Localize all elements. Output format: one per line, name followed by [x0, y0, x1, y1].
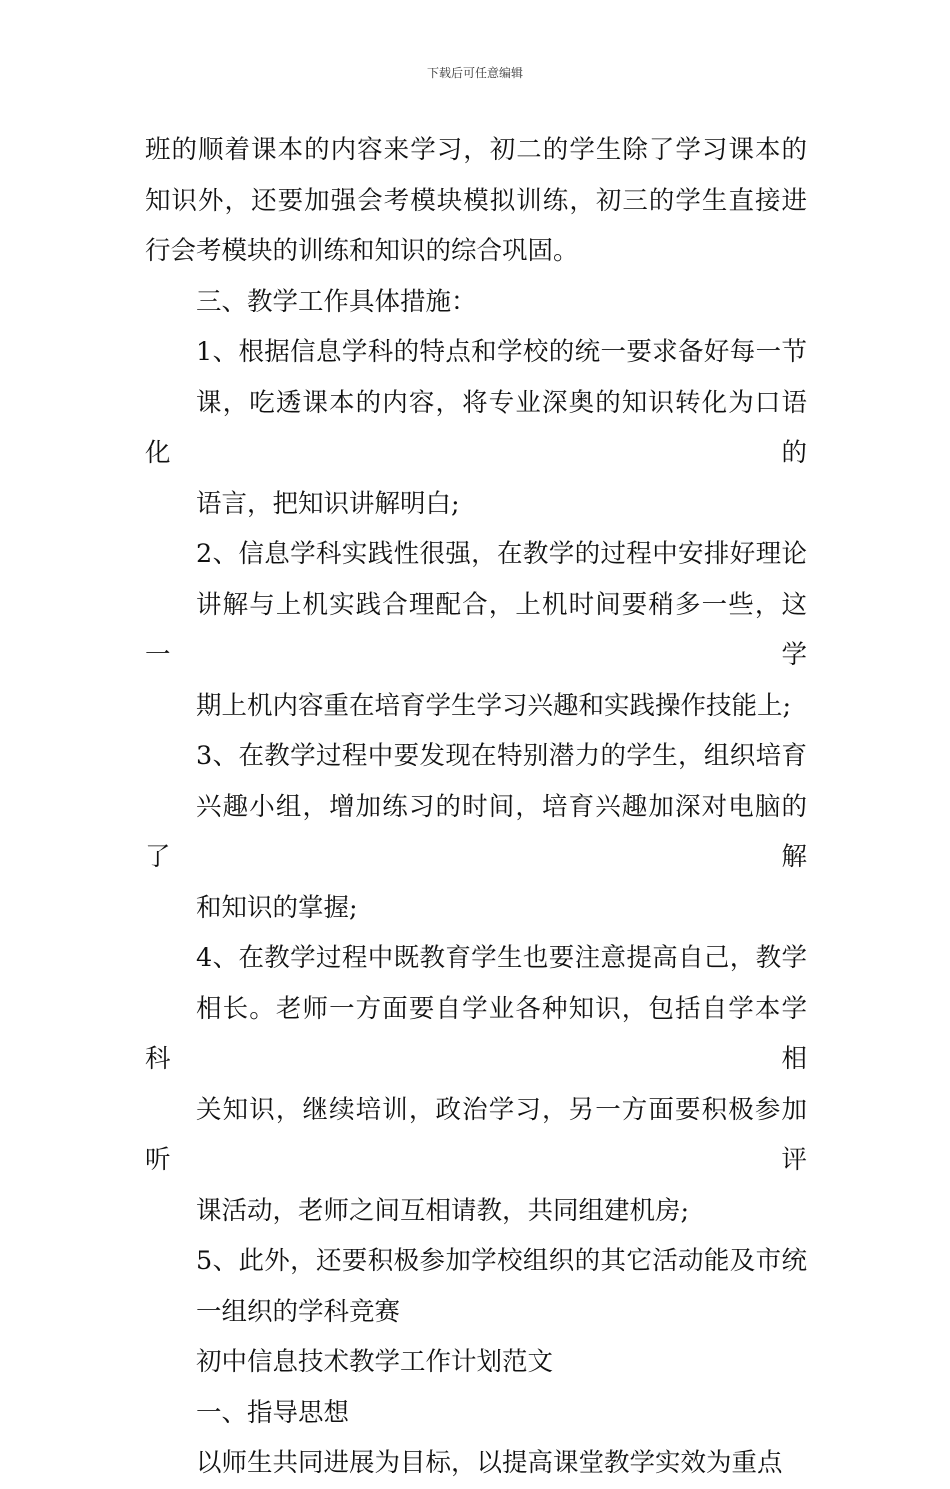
text-line: 三、教学工作具体措施：: [196, 286, 477, 317]
paragraph-item-1: [145, 327, 807, 529]
text-line: 1、根据信息学科的特点和学校的统一要求备好每一节: [196, 337, 807, 367]
text-line: 相长。老师一方面要自学业各种知识，包括自学本学科相: [145, 993, 807, 1074]
text-line: 4、在教学过程中既教育学生也要注意提高自己，教学: [196, 943, 807, 973]
text-line: 初中信息技术教学工作计划范文: [196, 1347, 554, 1377]
paragraph-item-4: [145, 933, 807, 1236]
text-line: 2、信息学科实践性很强，在教学的过程中安排好理论: [196, 539, 807, 569]
text-line: 知识外，还要加强会考模块模拟训练，初三的学生直接进: [145, 185, 807, 216]
paragraph-para-continuation: [145, 125, 807, 277]
text-line: 一、指导思想: [196, 1397, 350, 1428]
text-line: 行会考模块的训练和知识的综合巩固。: [145, 236, 579, 266]
text-line: 关知识，继续培训，政治学习，另一方面要积极参加听评: [145, 1094, 807, 1175]
text-line: 一组织的学科竞赛: [196, 1296, 401, 1327]
paragraph-doc-title: [145, 1337, 807, 1388]
text-line: 讲解与上机实践合理配合，上机时间要稍多一些，这一学: [145, 589, 807, 670]
paragraph-item-3: [145, 731, 807, 933]
text-line: 3、在教学过程中要发现在特别潜力的学生，组织培育: [196, 741, 807, 771]
paragraph-guiding-text: [145, 1438, 807, 1489]
text-line: 和知识的掌握;: [196, 892, 358, 923]
text-line: 语言，把知识讲解明白;: [196, 488, 460, 519]
page-header: 下载后可任意编辑: [426, 66, 523, 80]
text-line: 课活动，老师之间互相请教，共同组建机房;: [196, 1195, 690, 1226]
text-line: 5、此外，还要积极参加学校组织的其它活动能及市统: [196, 1246, 807, 1276]
paragraph-section-one-heading: [145, 1388, 807, 1439]
text-line: 课，吃透课本的内容，将专业深奥的知识转化为口语化的: [145, 387, 807, 468]
text-line: 班的顺着课本的内容来学习，初二的学生除了学习课本的: [145, 135, 807, 165]
text-line: 兴趣小组，增加练习的时间，培育兴趣加深对电脑的了解: [145, 791, 807, 872]
paragraph-item-2: [145, 529, 807, 731]
text-line: 以师生共同进展为目标，以提高课堂教学实效为重点: [196, 1448, 783, 1478]
paragraph-item-5: [145, 1236, 807, 1337]
paragraph-section-three-heading: [145, 277, 807, 328]
document-body: [145, 125, 807, 1489]
text-line: 期上机内容重在培育学生学习兴趣和实践操作技能上;: [196, 690, 792, 721]
